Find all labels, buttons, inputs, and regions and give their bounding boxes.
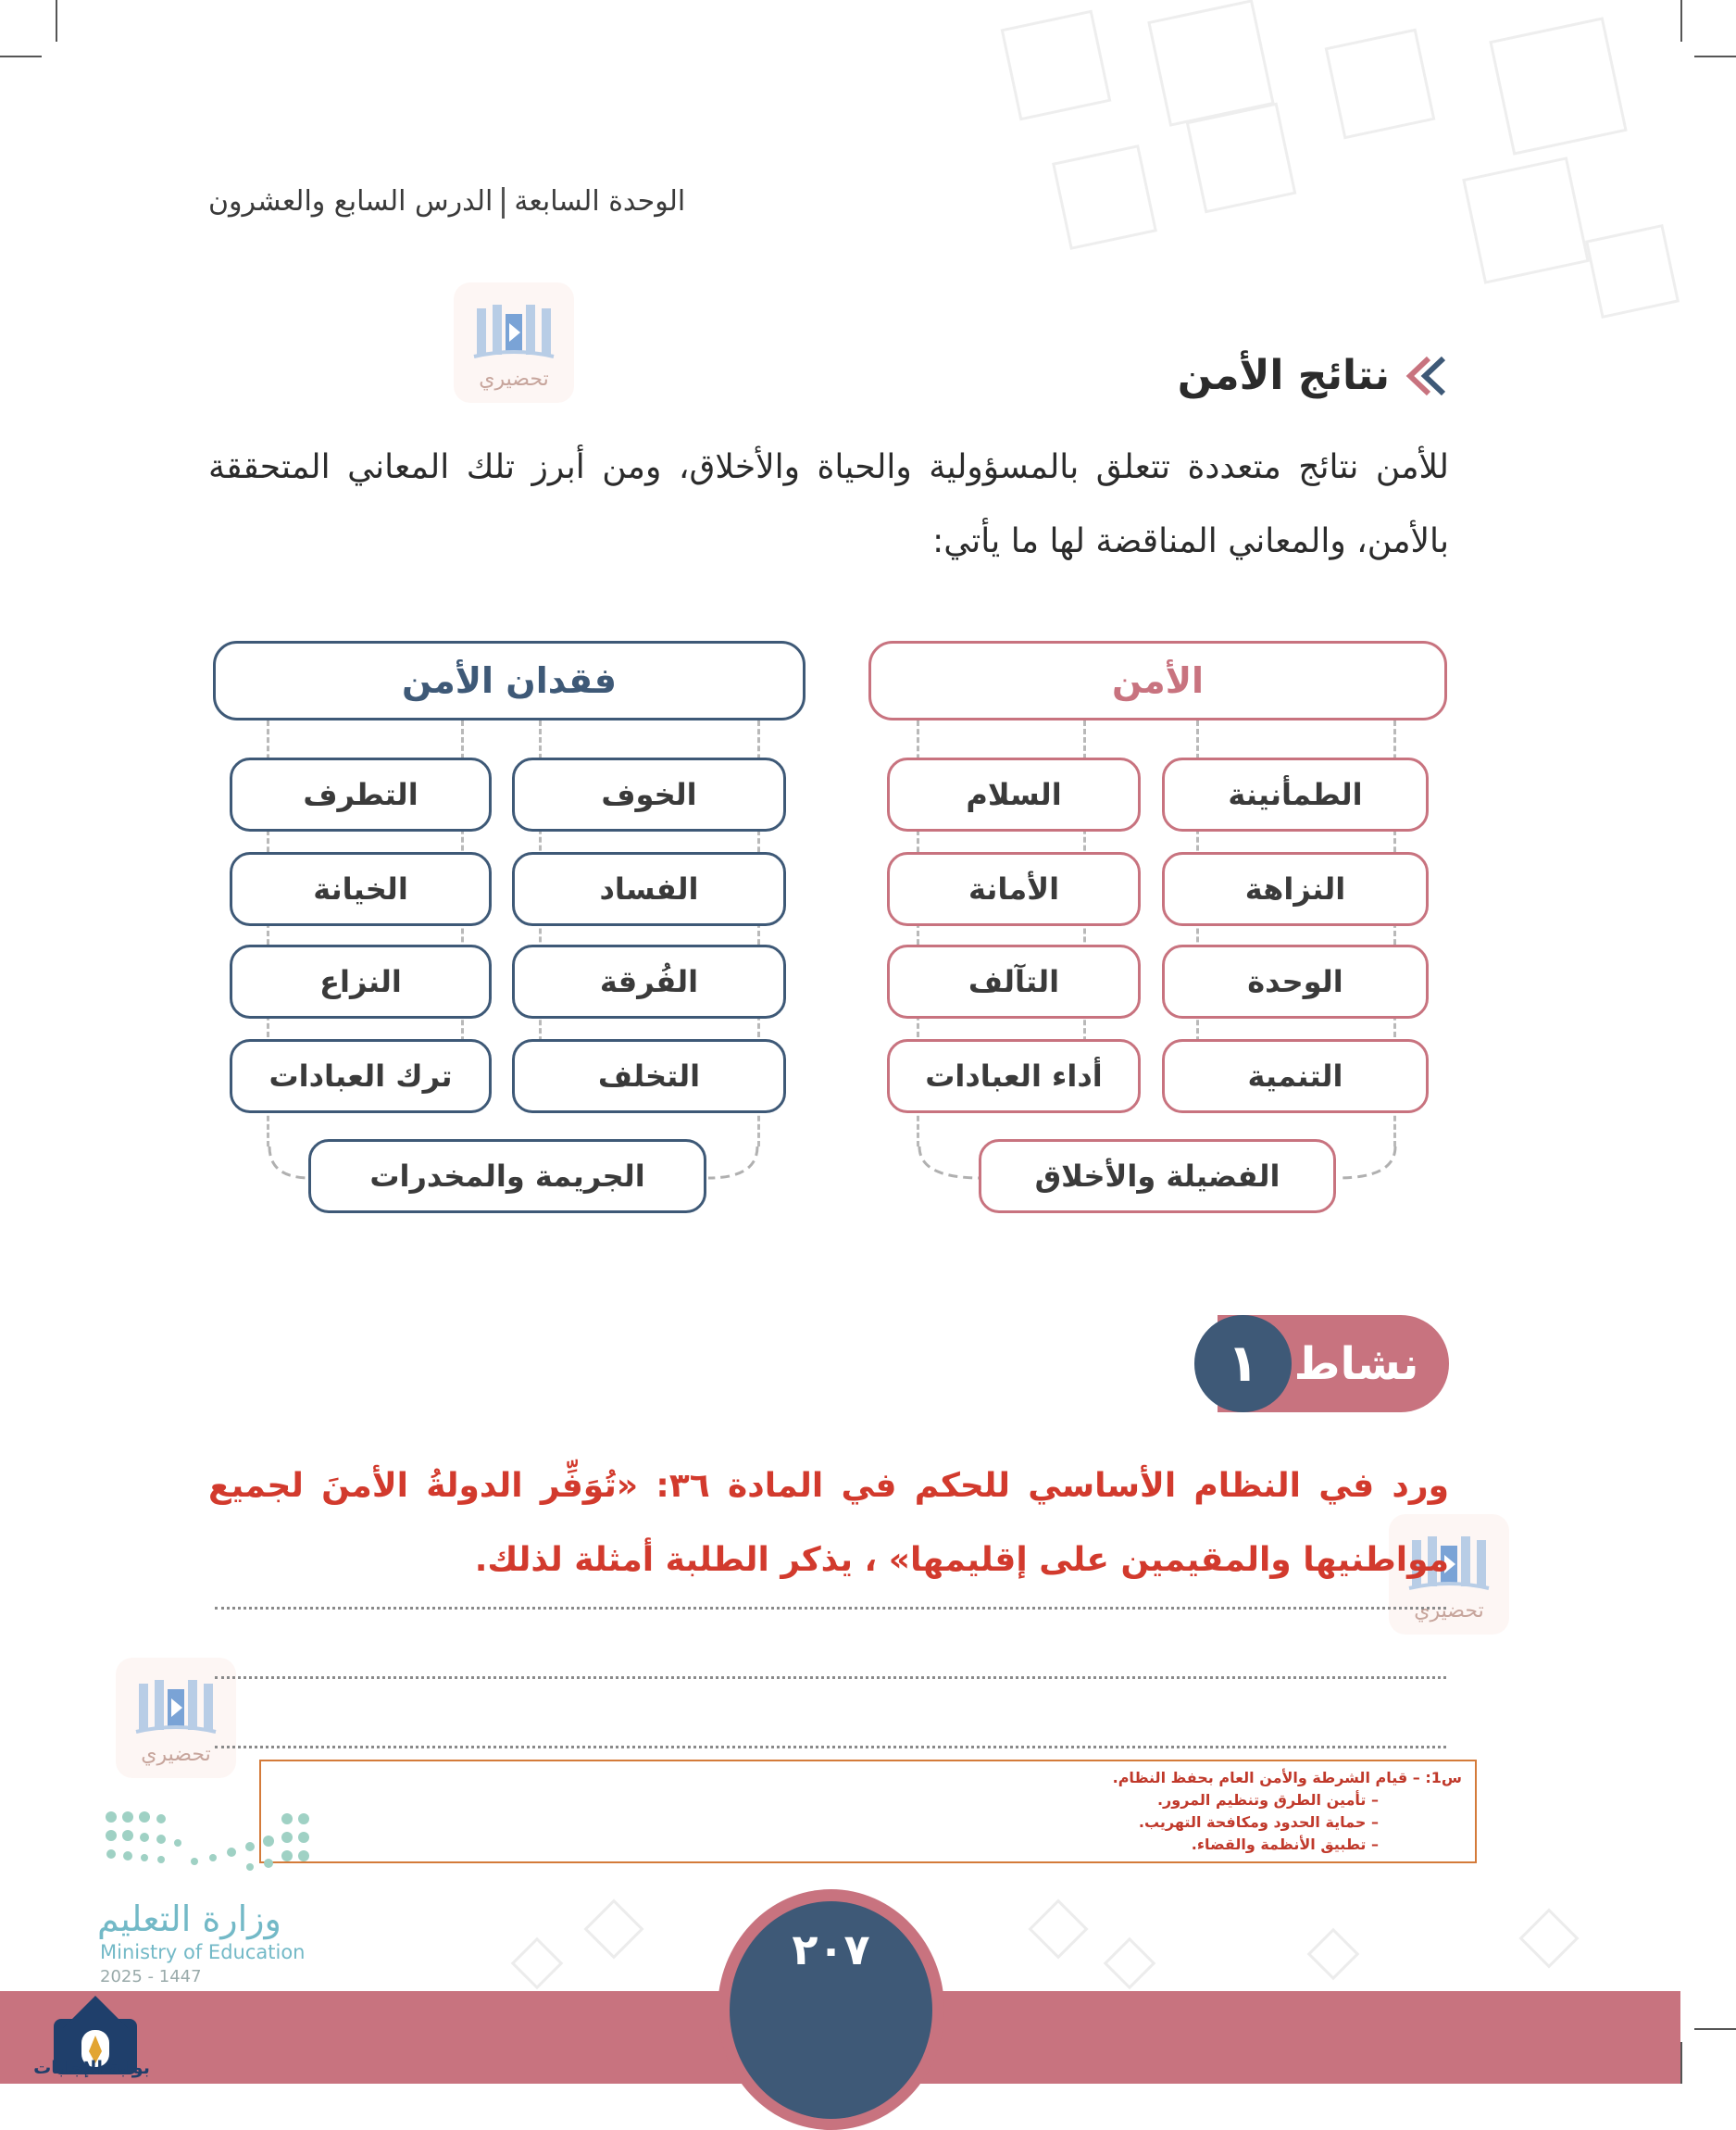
insecurity-item-text: التطرف (303, 777, 418, 812)
book-icon (472, 301, 556, 366)
decorative-square (1001, 10, 1112, 121)
insecurity-item (512, 945, 786, 1019)
decorative-square (1489, 17, 1627, 155)
insecurity-item-text: الخوف (601, 777, 697, 812)
security-header-text: الأمن (1111, 660, 1205, 701)
security-item-text: الطمأنينة (1228, 777, 1363, 812)
insecurity-header-text: فقدان الأمن (402, 660, 617, 701)
book-icon (134, 1676, 218, 1741)
answer-line-text: – تأمين الطرق وتنظيم المرور. (1156, 1791, 1379, 1809)
insecurity-item (230, 758, 492, 832)
insecurity-item (512, 1039, 786, 1113)
answer-line-text: – حماية الحدود ومكافحة التهريب. (1138, 1813, 1379, 1831)
section-title (1178, 352, 1449, 399)
security-bottom-item (979, 1139, 1336, 1213)
insecurity-bottom-item (308, 1139, 706, 1213)
page-number: ٢٠٧ (792, 1924, 870, 1974)
answer-line-text: س1: – قيام الشرطة والأمن العام بحفظ النظام. (1112, 1769, 1462, 1786)
insecurity-item (512, 758, 786, 832)
insecurity-item-text: الخيانة (313, 871, 408, 907)
decorative-square (1325, 29, 1436, 140)
crop-mark (1694, 56, 1736, 57)
insecurity-item-text: النزاع (319, 964, 402, 999)
answer-line[interactable] (215, 1746, 1446, 1748)
insecurity-item (230, 852, 492, 926)
crop-mark (1680, 2042, 1682, 2084)
section-title-text: نتائج الأمن (1177, 352, 1390, 399)
insecurity-bottom-text: الجريمة والمخدرات (369, 1159, 645, 1194)
ministry-name-arabic: وزارة التعليم (97, 1898, 281, 1939)
security-item (1162, 1039, 1429, 1113)
insecurity-item-text: الفساد (599, 871, 699, 907)
crop-mark (1680, 0, 1682, 42)
security-item-text: التنمية (1247, 1059, 1343, 1094)
crop-mark (1694, 2028, 1736, 2030)
header-separator (502, 187, 505, 219)
security-item (887, 758, 1141, 832)
security-item-text: الوحدة (1247, 964, 1343, 999)
ministry-name-english: Ministry of Education (100, 1941, 306, 1963)
security-item-text: السلام (966, 777, 1062, 812)
security-header (868, 641, 1447, 720)
activity-question: ورد في النظام الأساسي للحكم في المادة ٣٦: «تُوَفِّر الدولةُ الأمنَ لجميع مواطنيها والمقيمين على إقليمها» ، يذكر الطلبة أمثلة لذلك. (208, 1467, 1450, 1579)
insecurity-item (230, 945, 492, 1019)
activity-number: ١ (1194, 1315, 1292, 1412)
decorative-diamond (1028, 1898, 1088, 1959)
security-item (887, 1039, 1141, 1113)
answer-line[interactable] (215, 1607, 1446, 1610)
insecurity-item (230, 1039, 492, 1113)
double-chevron-icon (1403, 353, 1449, 399)
watermark-text: تحضيري (1414, 1599, 1484, 1623)
watermark-text: تحضيري (479, 368, 549, 391)
security-item-text: أداء العبادات (925, 1059, 1103, 1094)
answer-line[interactable] (215, 1676, 1446, 1679)
decorative-diamond (1307, 1928, 1360, 1981)
crop-mark (0, 56, 42, 57)
unit-label: الوحدة السابعة (514, 185, 686, 218)
security-item (887, 852, 1141, 926)
security-item (1162, 758, 1429, 832)
page-header (208, 185, 685, 219)
decorative-diamond (511, 1937, 564, 1990)
intro-paragraph: للأمن نتائج متعددة تتعلق بالمسؤولية والحياة والأخلاق، ومن أبرز تلك المعاني المتحققة بالأمن، والمعاني المناقضة لها ما يأتي: (208, 448, 1449, 560)
security-item-text: الأمانة (968, 871, 1060, 907)
security-item (1162, 945, 1429, 1019)
decorative-square (1186, 103, 1297, 214)
insecurity-item-text: الفُرقة (599, 964, 699, 999)
watermark-logo (454, 282, 574, 403)
decorative-diamond (1104, 1937, 1156, 1990)
decorative-square (1462, 157, 1590, 284)
activity-label: نشاط (1218, 1315, 1449, 1412)
answer-line-text: – تطبيق الأنظمة والقضاء. (1191, 1836, 1379, 1853)
decorative-square (1585, 224, 1680, 319)
insecurity-item-text: ترك العبادات (269, 1059, 453, 1094)
answer-box (259, 1760, 1477, 1863)
crop-mark (56, 0, 57, 42)
security-item (1162, 852, 1429, 926)
decorative-diamond (1518, 1908, 1579, 1968)
security-item (887, 945, 1141, 1019)
insecurity-header (213, 641, 806, 720)
decorative-square (1052, 144, 1157, 250)
security-bottom-text: الفضيلة والأخلاق (1034, 1159, 1280, 1194)
answers-portal-text: بوابة الإجابات (33, 2058, 150, 2078)
ministry-dots-logo (102, 1806, 315, 1889)
insecurity-item-text: التخلف (597, 1059, 701, 1094)
security-item-text: النزاهة (1244, 871, 1346, 907)
lesson-label: الدرس السابع والعشرون (208, 185, 493, 218)
security-item-text: التآلف (968, 964, 1060, 999)
watermark-text: تحضيري (141, 1743, 211, 1766)
decorative-diamond (583, 1898, 643, 1959)
insecurity-item (512, 852, 786, 926)
ministry-year: 2025 - 1447 (100, 1967, 202, 1986)
activity-badge (1143, 1315, 1449, 1412)
